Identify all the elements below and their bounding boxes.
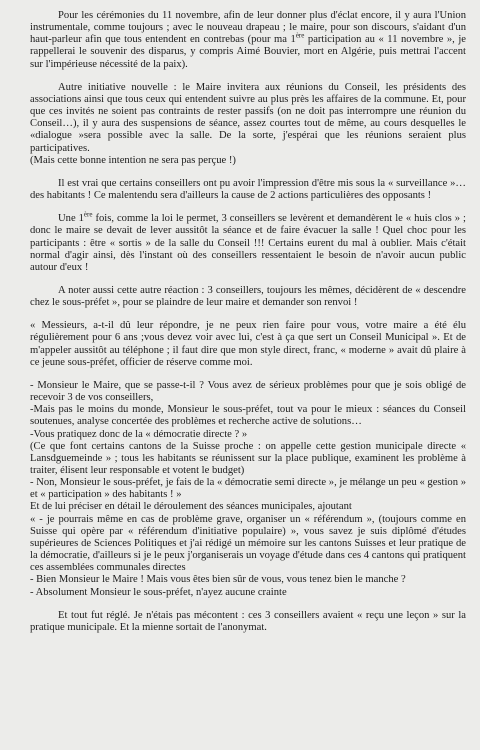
superscript-ere: ère bbox=[295, 31, 305, 40]
dialogue-line-9: - Absolument Monsieur le sous-préfet, n'ayez aucune crainte bbox=[30, 586, 287, 598]
paragraph-ceremonies: Pour les cérémonies du 11 novembre, afin de leur donner plus d'éclat encore, il y aura l'Union instrumentale, comme toujours ; avec le nouveau drapeau ; le maire, pour son discours, s'aidant d'un haut-parleur afin que tous entendent en contrebas (pour ma 1ère participation au « 11 novembre », je rappellerai le souvenir des disparus, y compris Aimé Bouvier, mort en Algérie, puis mettrai l'accent sur l'impérieuse nécessité de la paix). bbox=[30, 10, 466, 70]
dialogue-line-6: Et de lui préciser en détail le déroulement des séances municipales, ajoutant bbox=[30, 501, 352, 513]
paragraph-surveillance: Il est vrai que certains conseillers ont pu avoir l'impression d'être mis sous la « surveillance »… des habitants ! Ce malentendu sera d'ailleurs la cause de 2 actions particulières des opposants ! bbox=[30, 177, 466, 202]
superscript-ere-2: ère bbox=[83, 210, 93, 219]
dialogue-line-7: « - je pourrais même en cas de problème grave, organiser un « référendum », (toujours comme en Suisse qui opère par « référendum d'initiative populaire) », vous savez je suis diplômé d'études supérieures de Sciences Politiques et j'ai rédigé un mémoire sur les cantons Suisses et leur pratique de la démocratie, d'ailleurs si je le peux j'organiserais un voyage d'étude dans ces 4 cantons qui pratiquent ces assemblées communales directes bbox=[30, 513, 466, 574]
dialogue-line-2: -Mais pas le moins du monde, Monsieur le sous-préfet, tout va pour le mieux : séances du Conseil soutenues, analyse concertée des problèmes et recherche active de solutions… bbox=[30, 404, 466, 428]
paragraph-initiative: Autre initiative nouvelle : le Maire invitera aux réunions du Conseil, les présidents des associations ainsi que tous ceux qui entendent suivre au plus près les affaires de la commune. Et, pour que ces invités ne soient pas contraints de rester passifs (on ne doit pas interrompre une réunion du Conseil…), il y aura des suspensions de séance, assez courtes tout de même, au cours desquelles le «dialogue »sera possible avec la salle. De la sorte, j'espérai que les réunions seraient plus participatives. bbox=[30, 81, 466, 154]
dialogue-line-5: - Non, Monsieur le sous-préfet, je fais de la « démocratie semi directe », je mélange un peu « gestion » et « participation » des habitants ! » bbox=[30, 477, 466, 501]
dialogue-line-4: (Ce que font certains cantons de la Suisse proche : on appelle cette gestion municipale directe « Lansdguemeinde » ; tous les habitants se réunissent sur la place publique, examinent les problème à traiter, élisent leur responsable et votent le budget) bbox=[30, 440, 466, 476]
paragraph-initiative-note: (Mais cette bonne intention ne sera pas perçue !) bbox=[30, 154, 236, 166]
paragraph-huis-clos: Une 1ère fois, comme la loi le permet, 3 conseillers se levèrent et demandèrent le « huis clos » ; donc le maire se devait de lever aussitôt la séance et de faire évacuer la salle ! Quel choc pour les participants : être « sortis » de la salle du Conseil !!! Certains eurent du mal à oublier. Mais c'était normal d'agir ainsi, dès l'instant où des conseillers ressentaient le besoin de n'avoir aucun public autour d'eux ! bbox=[30, 210, 466, 273]
paragraph-response: « Messieurs, a-t-il dû leur répondre, je ne peux rien faire pour vous, votre maire a été élu régulièrement pour 6 ans ;vous devez voir avec lui, c'est à ça que sert un Conseil Municipal ». Et de m'appeler aussitôt au téléphone ; il faut dire que mon style direct, franc, « moderne » avait dû plaire à ce jeune sous-préfet, officier de réserve comme moi. bbox=[30, 320, 466, 368]
dialogue-line-1: - Monsieur le Maire, que se passe-t-il ? Vous avez de sérieux problèmes pour que je sois obligé de recevoir 3 de vos conseillers, bbox=[30, 379, 466, 404]
dialogue-line-3: -Vous pratiquez donc de la « démocratie directe ? » bbox=[30, 428, 248, 440]
paragraph-sous-prefet: A noter aussi cette autre réaction : 3 conseillers, toujours les mêmes, décidèrent de « descendre chez le sous-préfet », pour se plaindre de leur maire et demander son renvoi ! bbox=[30, 284, 466, 309]
dialogue-line-8: - Bien Monsieur le Maire ! Mais vous êtes bien sûr de vous, vous tenez bien le manche ? bbox=[30, 574, 406, 586]
paragraph-conclusion: Et tout fut réglé. Je n'étais pas mécontent : ces 3 conseillers avaient « reçu une leçon » sur la pratique municipale. Et la mienne sortait de l'anonymat. bbox=[30, 609, 466, 633]
